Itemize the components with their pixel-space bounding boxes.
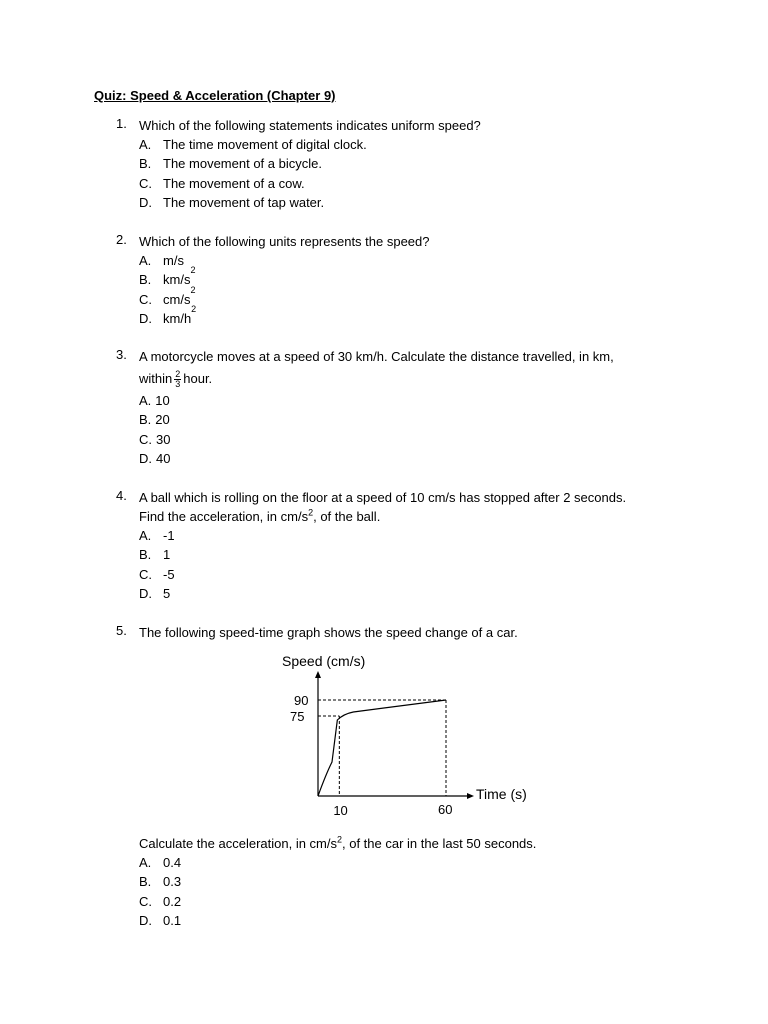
option-text: km/h (163, 311, 192, 327)
tick-labels (290, 693, 452, 818)
y-axis-label: Speed (cm/s) (282, 653, 366, 669)
axes (315, 671, 474, 799)
x-axis-label: Time (s) (476, 786, 527, 802)
text-part: Find the acceleration, in cm/s (139, 509, 309, 524)
option-b[interactable] (139, 545, 716, 564)
question-text-line-1: A motorcycle moves at a speed of 30 km/h. Calculate the distance travelled, in km, (139, 349, 614, 364)
option-d[interactable] (139, 911, 739, 930)
option-text: -1 (163, 528, 175, 543)
quiz-title: Quiz: Speed & Acceleration (Chapter 9) (94, 88, 336, 103)
question-text: Which of the following units represents the speed? (139, 234, 430, 249)
option-c[interactable] (139, 430, 716, 449)
option-text: -5 (163, 566, 175, 582)
option-c[interactable] (139, 284, 716, 309)
question-5-subquestion (139, 834, 739, 931)
question-text-line (139, 834, 739, 853)
option-text: 20 (155, 412, 170, 428)
question-2 (116, 232, 716, 329)
question-text (139, 347, 716, 391)
option-text: The movement of a cow. (163, 175, 305, 191)
option-exponent: 2 (190, 265, 196, 276)
option-c[interactable] (139, 565, 716, 584)
option-b[interactable] (139, 410, 716, 429)
option-exponent: 2 (190, 284, 196, 295)
option-letter: D. (139, 311, 152, 327)
option-text: m/s (163, 253, 184, 268)
x-tick-label: 10 (333, 803, 348, 818)
y-tick-label: 90 (294, 693, 309, 708)
question-4 (116, 488, 716, 604)
option-text: cm/s (163, 291, 191, 307)
option-text: The time movement of digital clock. (163, 137, 367, 152)
y-axis-arrow (315, 671, 321, 678)
text-part: , of the car in the last 50 seconds. (342, 836, 537, 851)
option-a[interactable] (139, 391, 716, 410)
option-letter: C. (139, 175, 152, 191)
option-a[interactable] (139, 135, 716, 154)
option-text: 30 (156, 431, 171, 447)
options-list (139, 135, 716, 213)
option-text: 0.4 (163, 855, 182, 870)
question-text-line-2 (139, 507, 716, 526)
option-a[interactable] (139, 526, 716, 545)
option-letter: B. (139, 156, 152, 172)
option-letter: A. (139, 855, 152, 870)
question-1 (116, 116, 716, 213)
option-d[interactable] (139, 449, 716, 468)
option-letter: D. (139, 195, 152, 211)
question-text (139, 488, 716, 526)
option-letter: C. (139, 893, 152, 909)
y-tick-label: 75 (290, 709, 305, 724)
option-c[interactable] (139, 892, 739, 911)
option-text: The movement of tap water. (163, 195, 325, 211)
option-text: 5 (163, 586, 171, 602)
question-number: 2. (116, 232, 127, 247)
option-c[interactable] (139, 174, 716, 193)
exponent: 2 (336, 834, 342, 845)
speed-line (318, 700, 446, 796)
text-part: Calculate the acceleration, in cm/s (139, 836, 337, 851)
option-letter: A. (139, 393, 152, 408)
option-letter: D. (139, 586, 152, 602)
text-part: , of the ball. (313, 509, 381, 524)
option-letter: B. (139, 272, 152, 288)
option-text: The movement of a bicycle. (163, 156, 322, 172)
option-text: 10 (155, 393, 170, 408)
option-d[interactable] (139, 193, 716, 212)
question-text: The following speed-time graph shows the speed change of a car. (139, 625, 518, 640)
option-letter: D. (139, 913, 152, 929)
option-letter: B. (139, 874, 152, 890)
exponent: 2 (308, 507, 314, 518)
option-letter: A. (139, 137, 152, 152)
question-text-line-2 (139, 366, 716, 391)
text-hour: hour. (183, 371, 213, 386)
options-list (139, 251, 716, 329)
option-text: 1 (163, 547, 171, 563)
option-text: km/s (163, 272, 191, 288)
option-letter: B. (139, 412, 152, 428)
options-list (139, 853, 739, 931)
option-a[interactable] (139, 853, 739, 872)
option-a[interactable] (139, 251, 716, 270)
option-letter: C. (139, 431, 152, 447)
option-letter: B. (139, 547, 152, 563)
question-text: Which of the following statements indicates uniform speed? (139, 118, 481, 133)
question-3 (116, 347, 716, 469)
options-list (139, 526, 716, 604)
option-letter: D. (139, 451, 152, 467)
option-text: 0.2 (163, 893, 182, 909)
option-exponent: 2 (191, 304, 197, 315)
option-letter: C. (139, 566, 152, 582)
option-letter: A. (139, 253, 152, 268)
speed-curve (318, 700, 446, 796)
option-text: 0.1 (163, 913, 182, 929)
speed-time-chart (280, 645, 550, 825)
question-number: 5. (116, 623, 127, 638)
option-d[interactable] (139, 304, 716, 328)
options-list (139, 391, 716, 469)
option-b[interactable] (139, 265, 716, 289)
question-5 (116, 623, 716, 642)
question-text-line-1: A ball which is rolling on the floor at a speed of 10 cm/s has stopped after 2 seconds. (139, 490, 627, 505)
option-letter: C. (139, 291, 152, 307)
option-d[interactable] (139, 584, 716, 603)
fraction-numerator: 2 (175, 369, 181, 380)
question-number: 4. (116, 488, 127, 503)
option-b[interactable] (139, 154, 716, 173)
question-number: 3. (116, 347, 127, 362)
question-number: 1. (116, 116, 127, 131)
option-text: 40 (156, 451, 171, 467)
speed-time-graph (280, 645, 550, 825)
x-tick-label: 60 (438, 802, 453, 817)
option-b[interactable] (139, 872, 739, 891)
dashed-guides (318, 700, 446, 796)
text-within: within (139, 371, 173, 386)
x-axis-arrow (467, 793, 474, 799)
option-text: 0.3 (163, 874, 182, 890)
fraction-denominator: 3 (175, 379, 181, 390)
option-letter: A. (139, 528, 152, 543)
fraction-two-thirds (174, 370, 181, 389)
